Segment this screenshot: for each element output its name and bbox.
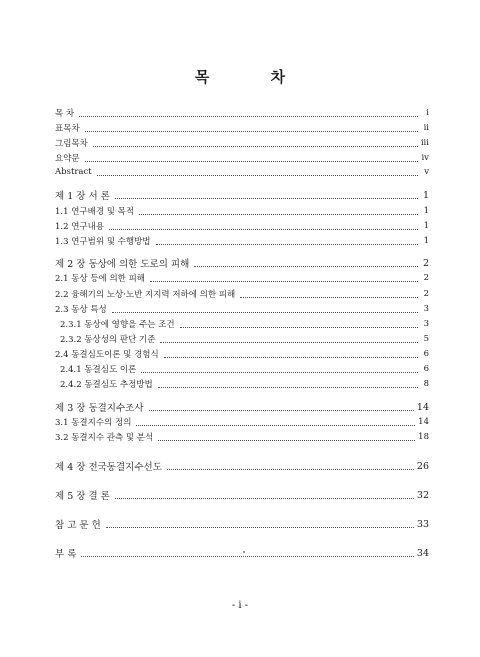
- leader-dots: [112, 312, 418, 313]
- toc-page: iv: [421, 153, 429, 163]
- toc-entry-section-1-3[interactable]: [55, 234, 429, 248]
- toc-label: 3.2 동결지수 관측 및 분석: [55, 433, 154, 443]
- toc-entry-section-2-3-2[interactable]: [60, 332, 429, 346]
- toc-label: 표목차: [55, 124, 80, 134]
- toc-page: 34: [416, 547, 429, 559]
- toc-page: 8: [423, 379, 429, 389]
- toc-entry-section-1-2[interactable]: [55, 219, 429, 233]
- toc-entry-chapter-2[interactable]: [55, 256, 429, 270]
- toc-entry-list-of-figures[interactable]: [55, 136, 429, 150]
- toc-label: 2.4.2 동결심도 추정방법: [60, 380, 153, 390]
- toc-entry-chapter-5[interactable]: [55, 488, 429, 502]
- toc-label: 1.2 연구내용: [55, 222, 105, 232]
- leader-dots: [160, 342, 418, 343]
- toc-page: ii: [423, 123, 429, 133]
- toc-page: 1: [423, 206, 429, 216]
- leader-dots: [115, 498, 414, 499]
- toc-page: 3: [423, 319, 429, 329]
- toc-label: 3.1 동결지수의 정의: [55, 418, 132, 428]
- toc-label: 제 1 장 서 론: [55, 191, 110, 202]
- toc-label: 요약문: [55, 154, 80, 164]
- toc-page: 33: [416, 518, 429, 530]
- toc-entry-contents[interactable]: [55, 106, 429, 120]
- leader-dots: [150, 281, 418, 282]
- toc-entry-section-3-1[interactable]: [55, 415, 429, 429]
- leader-dots: [109, 229, 418, 230]
- toc-entry-section-2-2[interactable]: [55, 287, 429, 301]
- toc-label: 2.4.1 동결심도 이론: [60, 365, 137, 375]
- toc-entry-chapter-4[interactable]: [55, 459, 429, 473]
- toc-label: 1.3 연구범위 및 수행방법: [55, 237, 151, 247]
- toc-label: 2.3.1 동상에 영향을 주는 조건: [60, 320, 175, 330]
- leader-dots: [164, 357, 418, 358]
- toc-entry-section-2-3-1[interactable]: [60, 317, 429, 331]
- leader-dots: [115, 198, 418, 199]
- leader-dots: [158, 387, 418, 388]
- toc-page: 2: [423, 273, 429, 283]
- toc-label: 제 5 장 결 론: [55, 491, 110, 502]
- toc-entry-section-3-2[interactable]: [55, 430, 429, 444]
- toc-page: 2: [422, 257, 429, 269]
- toc-entry-section-1-1[interactable]: [55, 204, 429, 218]
- toc-page: 1: [423, 236, 429, 246]
- leader-dots: [158, 440, 415, 441]
- toc-page: 14: [416, 401, 429, 413]
- leader-dots: [180, 327, 418, 328]
- toc-page: i: [426, 108, 429, 118]
- toc-label: 제 3 장 동결지수조사: [55, 403, 144, 414]
- toc-page: 1: [422, 189, 429, 201]
- toc-label: 2.1 동상 등에 의한 피해: [55, 274, 146, 284]
- toc-page: 1: [423, 221, 429, 231]
- leader-dots: [136, 425, 415, 426]
- toc-entry-summary[interactable]: [55, 151, 429, 165]
- toc-entry-section-2-3[interactable]: [55, 302, 429, 316]
- toc-entry-appendix[interactable]: [55, 546, 429, 560]
- leader-dots: [85, 131, 418, 132]
- toc-entry-references[interactable]: [55, 517, 429, 531]
- toc-entry-section-2-4[interactable]: [55, 347, 429, 361]
- leader-dots: [85, 161, 418, 162]
- leader-dots: [93, 146, 418, 147]
- toc-label: 2.3.2 동상성의 판단 기준: [60, 335, 156, 345]
- leader-dots: [156, 244, 418, 245]
- toc-label: 제 4 장 전국동결지수선도: [55, 462, 162, 473]
- scan-speck: [243, 551, 245, 553]
- toc-page: v: [424, 167, 429, 177]
- toc-label: 2.3 동상 특성: [55, 305, 107, 315]
- toc-entry-section-2-4-1[interactable]: [60, 362, 429, 376]
- toc-label: 목 차: [55, 109, 75, 119]
- leader-dots: [81, 556, 414, 557]
- leader-dots: [79, 116, 418, 117]
- page-title: 목 차: [194, 68, 314, 86]
- toc-page: 5: [423, 334, 429, 344]
- toc-entry-chapter-1[interactable]: [55, 188, 429, 202]
- leader-dots: [167, 469, 414, 470]
- leader-dots: [194, 266, 418, 267]
- toc-label: 2.4 동결심도이론 및 경험식: [55, 350, 159, 360]
- toc-label: 2.2 융해기의 노상·노반 지지력 저하에 의한 피해: [55, 290, 236, 300]
- toc-label: 제 2 장 동상에 의한 도로의 피해: [55, 259, 190, 270]
- toc-label: 참 고 문 헌: [55, 520, 101, 531]
- toc-page: 3: [423, 304, 429, 314]
- toc-label: Abstract: [55, 167, 92, 177]
- leader-dots: [97, 175, 418, 176]
- leader-dots: [240, 297, 418, 298]
- toc-label: 그림목차: [55, 139, 88, 149]
- toc-entry-section-2-1[interactable]: [55, 271, 429, 285]
- toc-page: 18: [418, 432, 429, 442]
- toc-page: 26: [416, 460, 429, 472]
- toc-entry-list-of-tables[interactable]: [55, 121, 429, 135]
- toc-entry-chapter-3[interactable]: [55, 400, 429, 414]
- leader-dots: [149, 410, 414, 411]
- toc-label: 1.1 연구배경 및 목적: [55, 207, 135, 217]
- toc-page: 14: [418, 417, 429, 427]
- toc-entry-abstract[interactable]: [55, 165, 429, 179]
- toc-label: 부 록: [55, 549, 77, 560]
- toc-entry-section-2-4-2[interactable]: [60, 377, 429, 391]
- leader-dots: [141, 372, 418, 373]
- page-number-footer: - i -: [231, 600, 249, 611]
- leader-dots: [139, 214, 418, 215]
- toc-page: 6: [423, 349, 429, 359]
- leader-dots: [106, 527, 414, 528]
- toc-page: 2: [423, 289, 429, 299]
- toc-page: 32: [416, 489, 429, 501]
- toc-page: iii: [420, 138, 429, 148]
- toc-page: 6: [423, 364, 429, 374]
